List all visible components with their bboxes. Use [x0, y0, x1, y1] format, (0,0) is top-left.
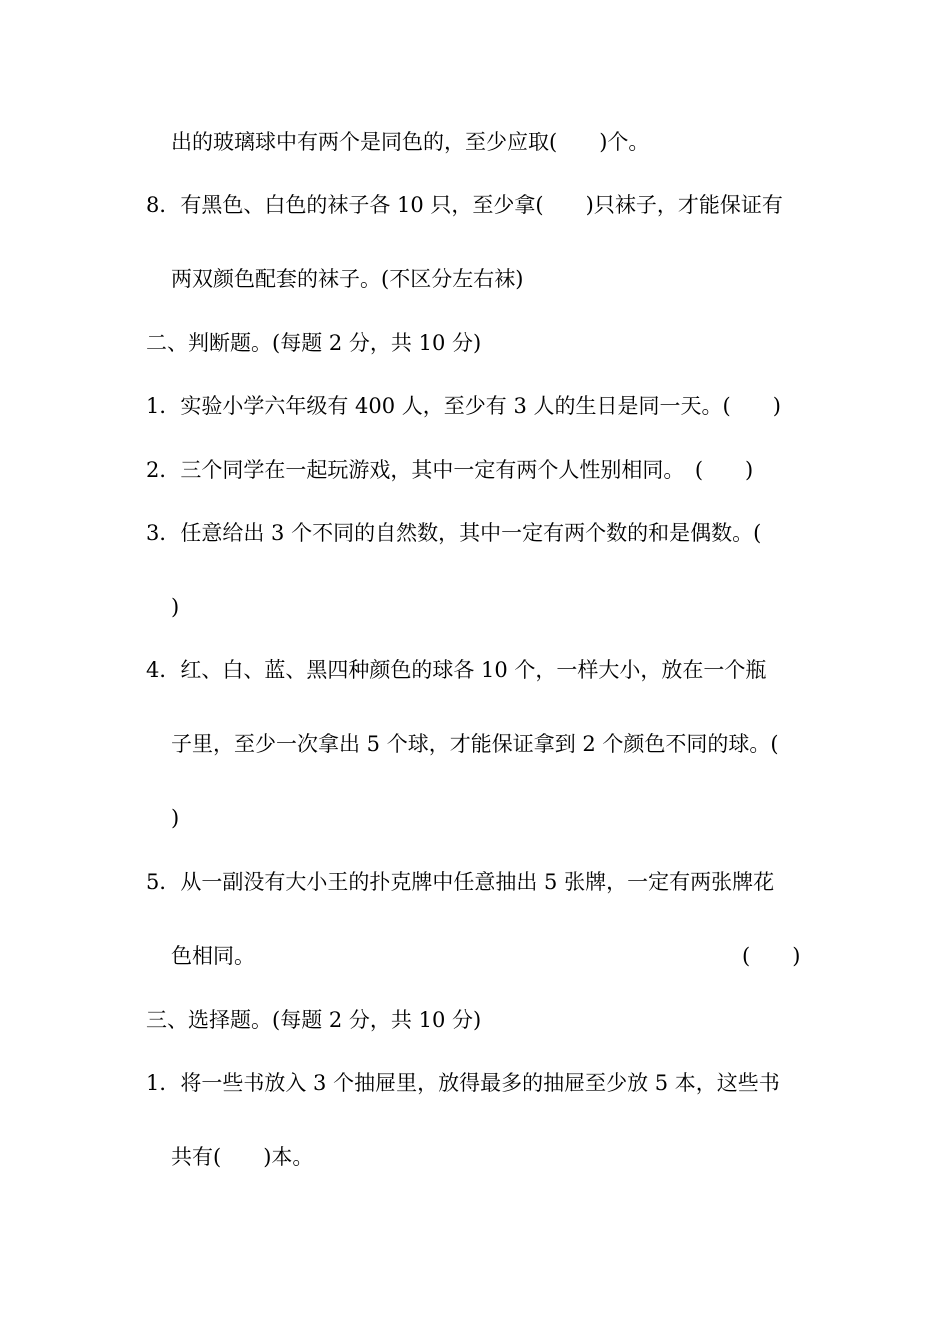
judge-question-3-line-2: ) [171, 595, 180, 619]
question-8-line-1: 8．有黑色、白色的袜子各 10 只，至少拿( )只袜子，才能保证有 [146, 193, 783, 217]
section-2-title: 二、判断题。(每题 2 分，共 10 分) [146, 331, 482, 355]
judge-question-5-answer-paren: ( ) [742, 944, 801, 968]
judge-question-5-line-2: 色相同。 [171, 944, 255, 968]
judge-question-2: 2．三个同学在一起玩游戏，其中一定有两个人性别相同。 ( ) [146, 458, 754, 482]
choice-question-1-line-1: 1．将一些书放入 3 个抽屉里，放得最多的抽屉至少放 5 本，这些书 [146, 1071, 780, 1095]
judge-question-3-line-1: 3．任意给出 3 个不同的自然数，其中一定有两个数的和是偶数。( [146, 521, 762, 545]
judge-question-1: 1．实验小学六年级有 400 人，至少有 3 人的生日是同一天。( ) [146, 394, 781, 418]
judge-question-5-line-1: 5．从一副没有大小王的扑克牌中任意抽出 5 张牌，一定有两张牌花 [146, 870, 775, 894]
question-8-line-2: 两双颜色配套的袜子。(不区分左右袜) [171, 267, 524, 291]
question-7-continuation: 出的玻璃球中有两个是同色的，至少应取( )个。 [171, 130, 650, 154]
judge-question-4-line-2: 子里，至少一次拿出 5 个球，才能保证拿到 2 个颜色不同的球。( [171, 732, 779, 756]
choice-question-1-line-2: 共有( )本。 [171, 1145, 314, 1169]
section-3-title: 三、选择题。(每题 2 分，共 10 分) [146, 1008, 482, 1032]
judge-question-4-line-1: 4．红、白、蓝、黑四种颜色的球各 10 个，一样大小，放在一个瓶 [146, 658, 767, 682]
judge-question-4-line-3: ) [171, 806, 180, 830]
